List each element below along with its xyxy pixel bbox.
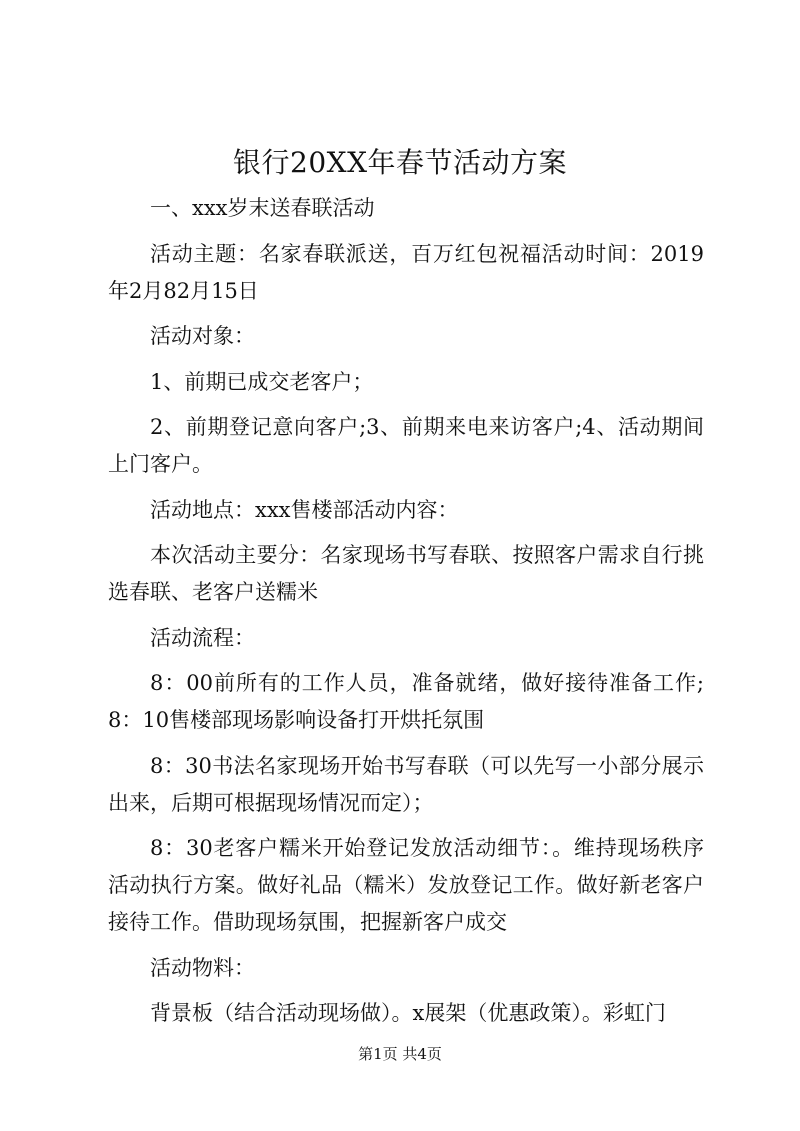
paragraph-process-0830-rice: 8：30老客户糯米开始登记发放活动细节：。维持现场秩序活动执行方案。做好礼品（糯米）发放登记工作。做好新老客户接待工作。借助现场氛围，把握新客户成交 — [108, 836, 704, 934]
paragraph-process-0830-calligraphy: 8：30书法名家现场开始书写春联（可以先写一小部分展示出来，后期可根据现场情况而定）； — [108, 753, 704, 815]
paragraph-target-item-1: 1、前期已成交老客户； — [150, 369, 374, 394]
paragraph-process-0800: 8：00前所有的工作人员，准备就绪，做好接待准备工作;8：10售楼部现场影响设备打开烘托氛围 — [108, 671, 704, 732]
paragraph-activity-materials: 背景板（结合活动现场做）。x展架（优惠政策）。彩虹门 — [150, 1001, 666, 1025]
document-body — [108, 190, 704, 1041]
paragraph-target-items-2-4: 2、前期登记意向客户;3、前期来电来访客户;4、活动期间上门客户。 — [108, 415, 704, 476]
document-title: 银行20XX年春节活动方案 — [233, 146, 567, 179]
paragraph-activity-target-label: 活动对象： — [150, 324, 255, 348]
paragraph-activity-materials-label: 活动物料： — [150, 955, 255, 980]
paragraph-activity-location: 活动地点：xxx售楼部活动内容： — [150, 497, 459, 522]
paragraph-activity-process-label: 活动流程： — [150, 625, 255, 650]
paragraph-activity-theme: 活动主题：名家春联派送，百万红包祝福活动时间：2019年2月82月15日 — [108, 241, 704, 303]
section-heading-spring-couplets: 一、xxx岁末送春联活动 — [150, 196, 375, 220]
page-number-footer: 第1页 共4页 — [358, 1045, 442, 1063]
paragraph-activity-content: 本次活动主要分：名家现场书写春联、按照客户需求自行挑选春联、老客户送糯米 — [108, 543, 704, 604]
